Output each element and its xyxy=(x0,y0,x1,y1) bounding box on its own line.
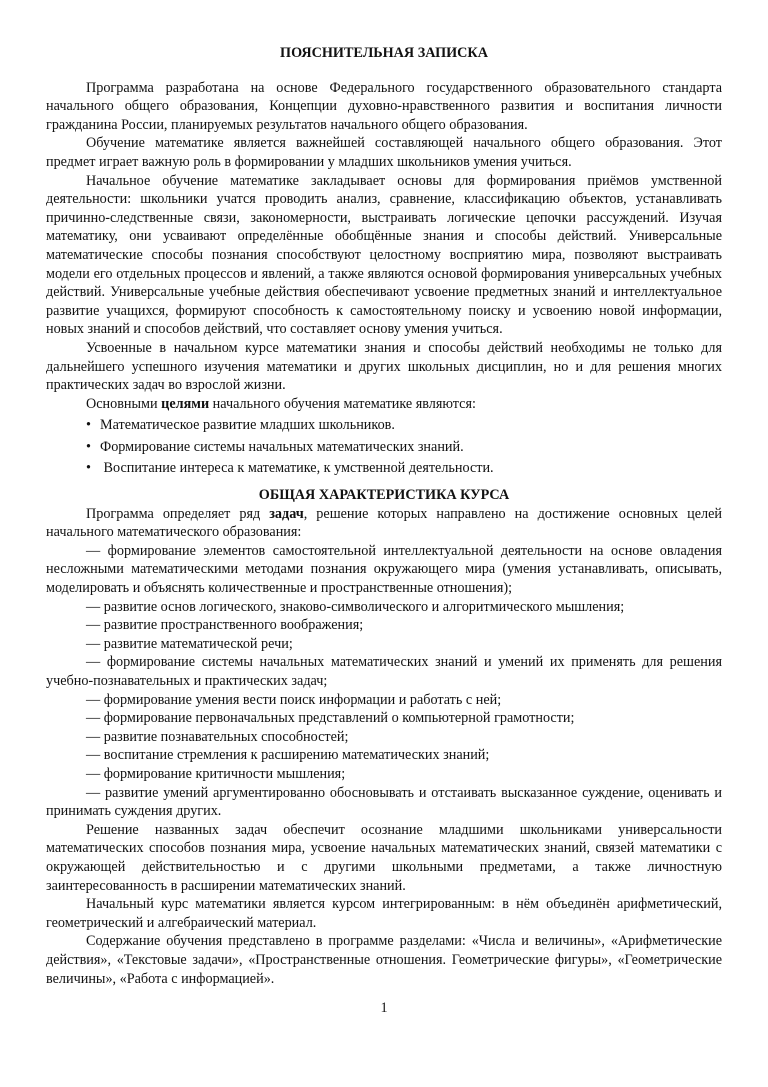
task-item: — формирование умения вести поиск информации и работать с ней; xyxy=(86,691,502,708)
goals-intro xyxy=(46,395,722,414)
task-item: — развитие познавательных способностей; xyxy=(86,728,349,745)
goal-item xyxy=(46,438,722,457)
task-item: — формирование системы начальных математических знаний и умений их применять для решения учебно-познавательных и практических задач; xyxy=(46,654,722,689)
tasks-intro-bold: задач xyxy=(269,505,304,522)
task-item: — развитие умений аргументированно обосновывать и отстаивать высказанное суждение, оценивать и принимать суждения других. xyxy=(46,784,722,820)
bullet-icon: • xyxy=(86,438,91,455)
tasks-intro-before: Программа определяет ряд xyxy=(86,505,270,522)
page-number: 1 xyxy=(380,1000,388,1016)
goal-item xyxy=(46,416,722,435)
goal-text: Формирование системы начальных математических знаний. xyxy=(100,438,464,455)
goals-intro-before: Основными xyxy=(86,395,162,412)
task-item: — формирование критичности мышления; xyxy=(86,765,346,782)
task-item: — развитие основ логического, знаково-символического и алгоритмического мышления; xyxy=(86,598,625,615)
task-item: — развитие математической речи; xyxy=(86,635,293,652)
tasks-intro-after: , решение которых направлено на достижение основных целей начального математического образования: xyxy=(46,505,722,541)
intro-paragraph: Начальное обучение математике закладывает основы для формирования приёмов умственной деятельности: школьники учатся проводить анализ, сравнение, классификацию объектов, устанавливать причинно-следственные связи, закономерности, выстраивать логические цепочки рассуждений. Изучая математику, они усваивают определённые обобщённые знания и способы действий. Универсальные математические способы познания способствуют целостному восприятию мира, позволяют выстраивать модели его отдельных процессов и явлений, а также являются основой формирования универсальных учебных действий. Универсальные учебные действия обеспечивают усвоение предметных знаний и интеллектуальное развитие учащихся, формируют способность к самостоятельному поиску и усвоению новой информации, новых знаний и способов действий, что составляет основу умения учиться. xyxy=(46,172,722,338)
closing-paragraph: Решение названных задач обеспечит осознание младшими школьниками универсальности математических способов познания мира, усвоение начальных математических знаний, связей математики с окружающей действительностью и с другими школьными предметами, а также личностную заинтересованность в расширении математических знаний. xyxy=(46,821,722,894)
tasks-intro xyxy=(46,505,722,542)
goals-intro-after: начального обучения математике являются: xyxy=(209,395,476,412)
task-item: — воспитание стремления к расширению математических знаний; xyxy=(86,747,490,764)
section-title-course-overview: ОБЩАЯ ХАРАКТЕРИСТИКА КУРСА xyxy=(258,487,510,504)
goals-intro-bold: целями xyxy=(161,395,210,412)
intro-paragraph: Усвоенные в начальном курсе математики знания и способы действий необходимы не только для дальнейшего успешного изучения математики и других школьных дисциплин, но и для решения многих практических задач во взрослой жизни. xyxy=(46,339,722,394)
task-item: — формирование первоначальных представлений о компьютерной грамотности; xyxy=(86,710,575,727)
intro-paragraph: Программа разработана на основе Федерального государственного образовательного стандарта начального общего образования, Концепции духовно-нравственного развития и воспитания личности гражданина России, планируемых результатов начального общего образования. xyxy=(46,79,722,133)
intro-paragraph: Обучение математике является важнейшей составляющей начального общего образования. Этот предмет играет важную роль в формировании у младших школьников умения учиться. xyxy=(46,135,722,170)
goal-text: Математическое развитие младших школьников. xyxy=(100,417,395,434)
task-item: — развитие пространственного воображения; xyxy=(86,617,364,634)
closing-paragraph: Содержание обучения представлено в программе разделами: «Числа и величины», «Арифметические действия», «Текстовые задачи», «Пространственные отношения. Геометрические фигуры», «Геометрические величины», «Работа с информацией». xyxy=(46,933,722,987)
bullet-icon: • xyxy=(86,417,91,434)
section-title-explanatory-note: ПОЯСНИТЕЛЬНАЯ ЗАПИСКА xyxy=(280,45,488,61)
task-item: — формирование элементов самостоятельной интеллектуальной деятельности на основе овладения несложными математическими методами познания окружающего мира (умения устанавливать, описывать, моделировать и объяснять количественные и пространственные отношения); xyxy=(46,542,722,597)
goal-text: Воспитание интереса к математике, к умственной деятельности. xyxy=(100,460,494,477)
goal-item xyxy=(46,459,722,478)
bullet-icon: • xyxy=(86,460,91,477)
closing-paragraph: Начальный курс математики является курсом интегрированным: в нём объединён арифметический, геометрический и алгебраический материал. xyxy=(46,896,722,931)
